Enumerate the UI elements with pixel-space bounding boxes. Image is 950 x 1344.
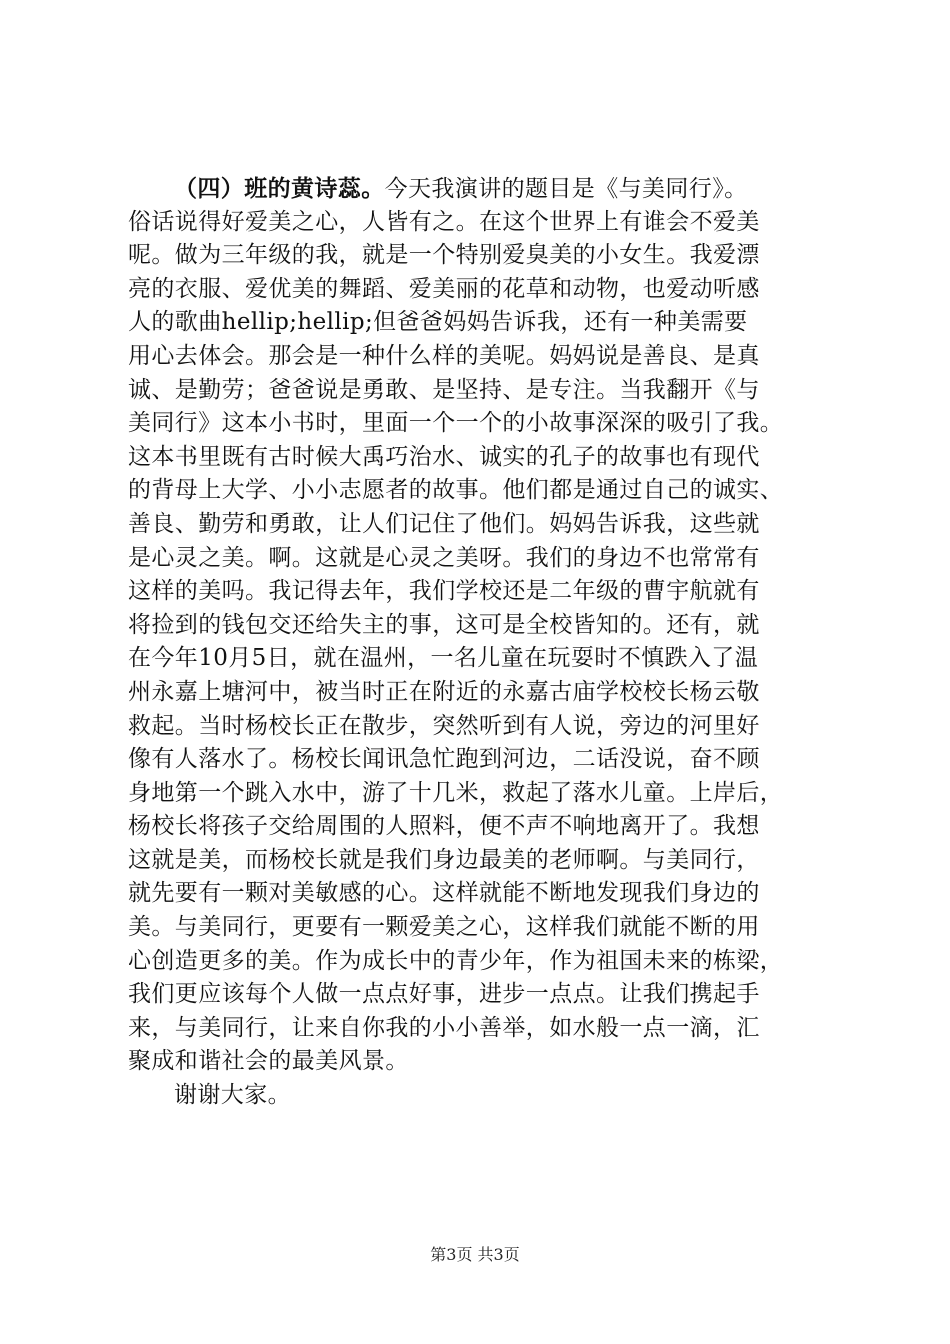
text-line: 聚成和谐社会的最美风景。 [128, 1048, 409, 1075]
text-line: 亮的衣服、爱优美的舞蹈、爱美丽的花草和动物，也爱动听感 [128, 275, 760, 302]
opening-line [128, 172, 848, 206]
speech-text [128, 172, 848, 1113]
text-line: 人的歌曲hellip;hellip;但爸爸妈妈告诉我，还有一种美需要 [128, 309, 748, 336]
text-line: 身地第一个跳入水中，游了十几米，救起了落水儿童。上岸后， [128, 779, 784, 806]
text-line: 美。与美同行，更要有一颗爱美之心，这样我们就能不断的用 [128, 914, 760, 941]
text-line: 美同行》这本小书时，里面一个一个的小故事深深的吸引了我。 [128, 410, 784, 437]
text-line: 杨校长将孩子交给周围的人照料，便不声不响地离开了。我想 [128, 813, 760, 840]
text-line: 像有人落水了。杨校长闻讯急忙跑到河边，二话没说，奋不顾 [128, 746, 760, 773]
text-line: 来，与美同行，让来自你我的小小善举，如水般一点一滴，汇 [128, 1014, 760, 1041]
text-line: 的背母上大学、小小志愿者的故事。他们都是通过自己的诚实、 [128, 477, 784, 504]
text-line: 州永嘉上塘河中，被当时正在附近的永嘉古庙学校校长杨云敬 [128, 678, 760, 705]
text-line: 是心灵之美。啊。这就是心灵之美呀。我们的身边不也常常有 [128, 544, 760, 571]
speech-title-sentence: 今天我演讲的题目是《与美同行》。 [384, 176, 748, 202]
text-line: 心创造更多的美。作为成长中的青少年，作为祖国未来的栋梁， [128, 947, 784, 974]
closing-line: 谢谢大家。 [174, 1082, 291, 1109]
text-line: 俗话说得好爱美之心，人皆有之。在这个世界上有谁会不爱美 [128, 208, 760, 235]
speaker-intro: （四）班的黄诗蕊。 [174, 175, 385, 202]
text-line: 用心去体会。那会是一种什么样的美呢。妈妈说是善良、是真 [128, 342, 760, 369]
text-line: 将捡到的钱包交还给失主的事，这可是全校皆知的。还有，就 [128, 611, 760, 638]
text-line: 在今年10月5日，就在温州，一名儿童在玩耍时不慎跌入了温 [128, 645, 759, 672]
text-line: 我们更应该每个人做一点点好事，进步一点点。让我们携起手 [128, 981, 760, 1008]
text-line: 这就是美，而杨校长就是我们身边最美的老师啊。与美同行， [128, 846, 760, 873]
text-line: 就先要有一颗对美敏感的心。这样就能不断地发现我们身边的 [128, 880, 760, 907]
text-line: 这本书里既有古时候大禹巧治水、诚实的孔子的故事也有现代 [128, 443, 760, 470]
text-line: 救起。当时杨校长正在散步，突然听到有人说，旁边的河里好 [128, 712, 760, 739]
text-line: 这样的美吗。我记得去年，我们学校还是二年级的曹宇航就有 [128, 578, 760, 605]
text-line: 呢。做为三年级的我，就是一个特别爱臭美的小女生。我爱漂 [128, 242, 760, 269]
text-line: 诚、是勤劳；爸爸说是勇敢、是坚持、是专注。当我翻开《与 [128, 376, 760, 403]
text-line: 善良、勤劳和勇敢，让人们记住了他们。妈妈告诉我，这些就 [128, 510, 760, 537]
page-number-footer: 第3页 共3页 [430, 1245, 520, 1264]
